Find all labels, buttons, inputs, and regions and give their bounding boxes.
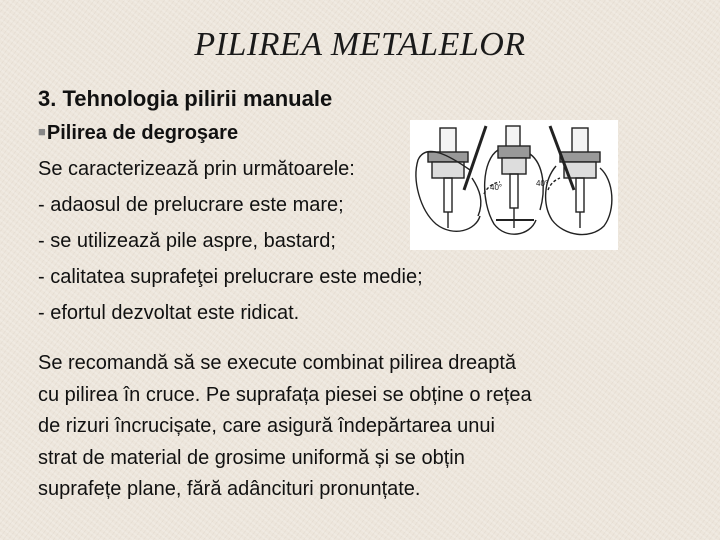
bullet-item <box>38 122 238 145</box>
text-line: Se caracterizează prin următoarele: <box>38 158 355 180</box>
slide-title: PILIREA METALELOR <box>194 26 526 63</box>
hand-filing-vise-icon <box>410 120 618 250</box>
paragraph-line: cu pilirea în cruce. Pe suprafața piesei se obține o rețea <box>38 383 532 406</box>
section-heading: 3. Tehnologia pilirii manuale <box>38 86 333 111</box>
bullet-text: Pilirea de degroşare <box>46 122 239 144</box>
angle-label: 40° <box>490 183 503 192</box>
paragraph-line: strat de material de grosime uniformă și se obțin <box>38 446 465 469</box>
text-line: - efortul dezvoltat este ridicat. <box>38 302 300 324</box>
bullet-square-icon: ■ <box>38 124 46 139</box>
paragraph-line: de rizuri încrucișate, care asigură îndepărtarea unui <box>38 415 495 437</box>
paragraph-line: suprafețe plane, fără adâncituri pronunțate. <box>38 478 421 500</box>
text-line: - adaosul de prelucrare este mare; <box>38 194 344 216</box>
description-paragraph <box>38 348 698 506</box>
filing-illustration <box>410 120 618 250</box>
text-line: - se utilizează pile aspre, bastard; <box>38 230 336 252</box>
angle-label: 40° <box>536 179 549 188</box>
paragraph-line: Se recomandă să se execute combinat pilirea dreaptă <box>38 352 517 374</box>
text-line: - calitatea suprafeţei prelucrare este medie; <box>38 266 423 288</box>
